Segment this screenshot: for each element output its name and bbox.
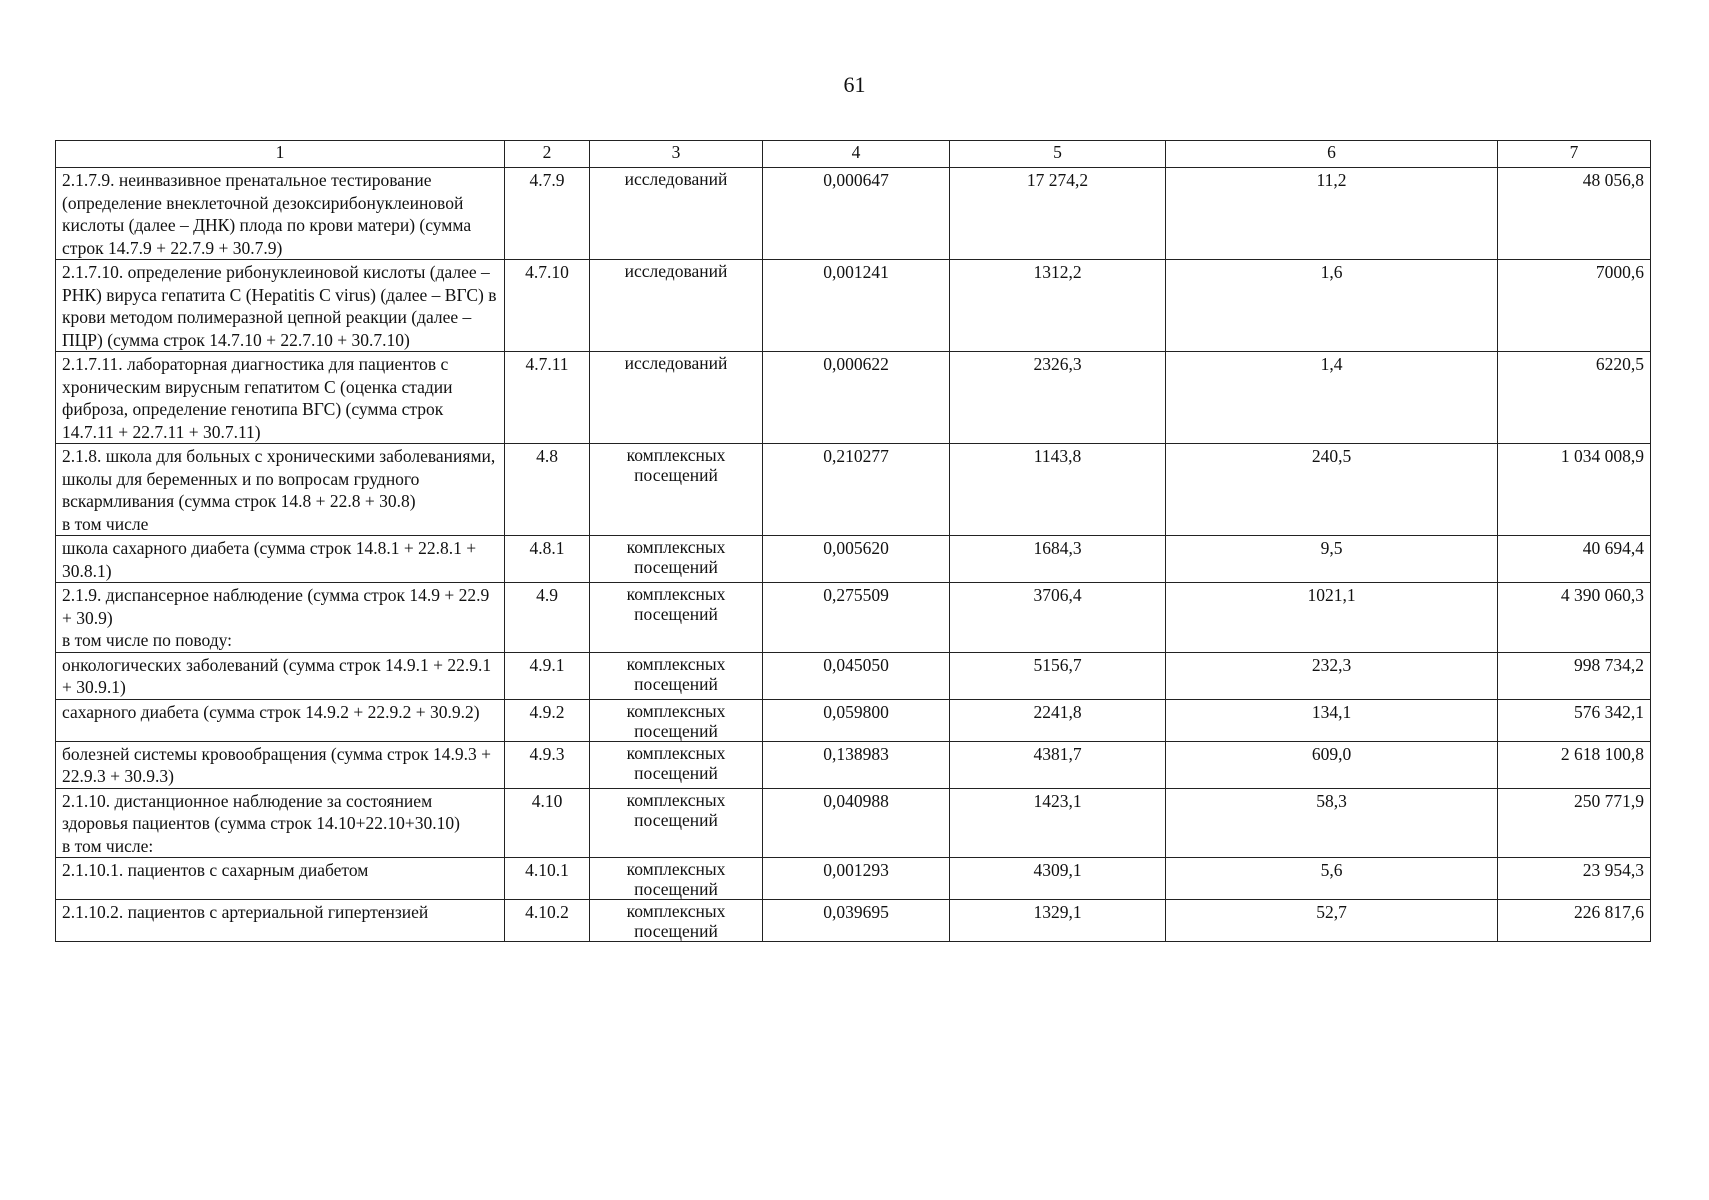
row-number-text: 4.9	[536, 585, 558, 605]
unit	[590, 260, 763, 352]
row-number-text: 4.8	[536, 446, 558, 466]
row-number-text: 4.7.10	[525, 262, 569, 282]
cost-norm	[950, 788, 1166, 858]
per-capita-norm-text: 232,3	[1311, 654, 1352, 675]
unit-text: комплексных посещений	[626, 537, 726, 577]
total-cost	[1498, 583, 1651, 653]
total-cost	[1498, 699, 1651, 741]
total-cost-text: 2 618 100,8	[1560, 743, 1644, 764]
unit-text: исследований	[624, 353, 728, 373]
row-number	[505, 652, 590, 699]
per-capita-norm-text: 58,3	[1316, 790, 1347, 811]
unit-text: комплексных посещений	[626, 700, 726, 741]
cost-norm-text: 17 274,2	[1026, 170, 1089, 190]
row-subheading: в том числе:	[62, 835, 154, 856]
total-cost	[1498, 352, 1651, 444]
table-row	[56, 858, 1651, 900]
row-description-text: школа сахарного диабета (сумма строк 14.8.1 + 22.8.1 + 30.8.1)	[62, 538, 477, 581]
row-description-text: 2.1.8. школа для больных с хроническими заболеваниями, школы для беременных и по вопросам грудного вскармливания (сумма строк 14.8 + 22.8 + 30.8)	[62, 446, 496, 511]
per-capita-norm	[1166, 536, 1498, 583]
volume-norm	[763, 741, 950, 788]
row-number-text: 4.7.9	[529, 170, 565, 190]
row-description-text: онкологических заболеваний (сумма строк 14.9.1 + 22.9.1 + 30.9.1)	[62, 654, 492, 697]
column-number: 4	[763, 141, 950, 168]
volume-norm	[763, 699, 950, 741]
per-capita-norm	[1166, 788, 1498, 858]
volume-norm-text: 0,000647	[823, 170, 889, 190]
row-description-text: 2.1.10. дистанционное наблюдение за состоянием здоровья пациентов (сумма строк 14.10+22.10+30.10)	[62, 790, 460, 833]
per-capita-norm-text: 9,5	[1320, 538, 1343, 558]
data-table	[55, 140, 1651, 942]
per-capita-norm-text: 11,2	[1316, 170, 1347, 190]
row-description	[56, 788, 505, 858]
unit-text: исследований	[624, 169, 728, 189]
table-row	[56, 652, 1651, 699]
table-row	[56, 741, 1651, 788]
row-number-text: 4.10	[531, 790, 563, 811]
row-number-text: 4.9.1	[529, 654, 565, 675]
row-number-text: 4.9.2	[529, 701, 565, 722]
cost-norm-text: 1423,1	[1033, 790, 1082, 811]
unit	[590, 652, 763, 699]
cost-norm	[950, 260, 1166, 352]
volume-norm-text: 0,045050	[823, 654, 889, 675]
row-description	[56, 652, 505, 699]
total-cost-text: 1 034 008,9	[1560, 446, 1644, 466]
row-number	[505, 168, 590, 260]
row-description	[56, 741, 505, 788]
total-cost-text: 6220,5	[1595, 354, 1644, 374]
unit-text: исследований	[624, 261, 728, 281]
row-description	[56, 900, 505, 942]
cost-norm	[950, 741, 1166, 788]
row-description	[56, 444, 505, 536]
row-description-text: сахарного диабета (сумма строк 14.9.2 + 22.9.2 + 30.9.2)	[62, 701, 480, 722]
volume-norm	[763, 168, 950, 260]
cost-norm-text: 5156,7	[1033, 654, 1082, 675]
total-cost-text: 998 734,2	[1574, 654, 1644, 675]
row-subheading: в том числе по поводу:	[62, 630, 233, 650]
per-capita-norm	[1166, 260, 1498, 352]
volume-norm	[763, 444, 950, 536]
table-row	[56, 536, 1651, 583]
cost-norm	[950, 583, 1166, 653]
volume-norm-text: 0,001241	[823, 262, 889, 282]
per-capita-norm-text: 1,4	[1320, 354, 1343, 374]
row-description	[56, 536, 505, 583]
cost-norm-text: 1329,1	[1033, 902, 1082, 922]
table-row	[56, 352, 1651, 444]
total-cost	[1498, 536, 1651, 583]
total-cost	[1498, 741, 1651, 788]
table-body	[56, 168, 1651, 942]
volume-norm	[763, 900, 950, 942]
cost-norm-text: 3706,4	[1033, 585, 1082, 605]
volume-norm-text: 0,059800	[823, 701, 889, 722]
per-capita-norm	[1166, 652, 1498, 699]
row-number-text: 4.9.3	[529, 743, 565, 764]
total-cost	[1498, 168, 1651, 260]
cost-norm	[950, 444, 1166, 536]
column-number: 2	[505, 141, 590, 168]
row-number	[505, 900, 590, 942]
per-capita-norm-text: 609,0	[1311, 743, 1352, 764]
cost-norm	[950, 900, 1166, 942]
row-description	[56, 260, 505, 352]
unit	[590, 900, 763, 942]
volume-norm	[763, 788, 950, 858]
total-cost-text: 250 771,9	[1574, 790, 1644, 811]
volume-norm	[763, 260, 950, 352]
cost-norm	[950, 699, 1166, 741]
total-cost	[1498, 260, 1651, 352]
per-capita-norm	[1166, 444, 1498, 536]
column-number: 1	[56, 141, 505, 168]
column-number: 7	[1498, 141, 1651, 168]
total-cost	[1498, 900, 1651, 942]
cost-norm-text: 1684,3	[1033, 538, 1082, 558]
unit-text: комплексных посещений	[626, 653, 726, 694]
per-capita-norm-text: 52,7	[1316, 902, 1347, 922]
cost-norm-text: 2326,3	[1033, 354, 1082, 374]
row-description-text: 2.1.10.2. пациентов с артериальной гипертензией	[62, 902, 429, 922]
row-description-text: 2.1.7.11. лабораторная диагностика для пациентов с хроническим вирусным гепатитом С (оценка стадии фиброза, определение генотипа ВГС) (сумма строк 14.7.11 + 22.7.11 + 30.7.11)	[62, 354, 453, 442]
unit	[590, 699, 763, 741]
row-number	[505, 788, 590, 858]
column-number: 5	[950, 141, 1166, 168]
volume-norm-text: 0,275509	[823, 585, 889, 605]
unit	[590, 583, 763, 653]
row-description	[56, 583, 505, 653]
per-capita-norm	[1166, 352, 1498, 444]
row-number-text: 4.10.2	[525, 902, 569, 922]
row-description	[56, 352, 505, 444]
row-description-text: болезней системы кровообращения (сумма строк 14.9.3 + 22.9.3 + 30.9.3)	[62, 743, 491, 786]
unit-text: комплексных посещений	[626, 584, 726, 624]
unit	[590, 858, 763, 900]
volume-norm-text: 0,039695	[823, 902, 889, 922]
per-capita-norm-text: 1021,1	[1307, 585, 1356, 605]
unit	[590, 536, 763, 583]
row-description-text: 2.1.9. диспансерное наблюдение (сумма строк 14.9 + 22.9 + 30.9)	[62, 585, 490, 628]
unit	[590, 168, 763, 260]
cost-norm	[950, 858, 1166, 900]
per-capita-norm-text: 134,1	[1311, 701, 1352, 722]
per-capita-norm-text: 5,6	[1320, 860, 1343, 880]
per-capita-norm-text: 1,6	[1320, 262, 1343, 282]
volume-norm	[763, 352, 950, 444]
row-number	[505, 444, 590, 536]
table-row	[56, 900, 1651, 942]
table-row	[56, 583, 1651, 653]
row-number	[505, 583, 590, 653]
row-number	[505, 858, 590, 900]
unit	[590, 788, 763, 858]
unit-text: комплексных посещений	[626, 445, 726, 485]
unit	[590, 352, 763, 444]
table-row	[56, 444, 1651, 536]
per-capita-norm	[1166, 583, 1498, 653]
table-row	[56, 260, 1651, 352]
cost-norm	[950, 352, 1166, 444]
cost-norm	[950, 536, 1166, 583]
volume-norm	[763, 858, 950, 900]
cost-norm	[950, 168, 1166, 260]
column-number-row	[56, 141, 1651, 168]
cost-norm-text: 4309,1	[1033, 860, 1082, 880]
table-row	[56, 788, 1651, 858]
total-cost	[1498, 652, 1651, 699]
unit-text: комплексных посещений	[626, 742, 726, 783]
volume-norm-text: 0,040988	[823, 790, 889, 811]
column-number: 6	[1166, 141, 1498, 168]
volume-norm-text: 0,000622	[823, 354, 889, 374]
volume-norm-text: 0,210277	[823, 446, 889, 466]
volume-norm-text: 0,001293	[823, 860, 889, 880]
row-number	[505, 699, 590, 741]
volume-norm-text: 0,005620	[823, 538, 889, 558]
row-number-text: 4.7.11	[525, 354, 569, 374]
unit-text: комплексных посещений	[626, 901, 726, 941]
volume-norm	[763, 583, 950, 653]
table-row	[56, 168, 1651, 260]
row-subheading: в том числе	[62, 513, 149, 534]
total-cost-text: 226 817,6	[1574, 902, 1644, 922]
total-cost-text: 576 342,1	[1574, 701, 1644, 722]
volume-norm-text: 0,138983	[823, 743, 889, 764]
row-number	[505, 352, 590, 444]
per-capita-norm	[1166, 168, 1498, 260]
row-description-text: 2.1.10.1. пациентов с сахарным диабетом	[62, 860, 369, 880]
cost-norm	[950, 652, 1166, 699]
row-description	[56, 858, 505, 900]
cost-norm-text: 1312,2	[1033, 262, 1082, 282]
row-number-text: 4.8.1	[529, 538, 565, 558]
total-cost	[1498, 788, 1651, 858]
unit	[590, 444, 763, 536]
total-cost	[1498, 858, 1651, 900]
column-number: 3	[590, 141, 763, 168]
per-capita-norm	[1166, 699, 1498, 741]
unit-text: комплексных посещений	[626, 789, 726, 830]
row-description	[56, 699, 505, 741]
row-description-text: 2.1.7.9. неинвазивное пренатальное тестирование (определение внеклеточной дезоксирибонуклеиновой кислоты (далее – ДНК) плода по крови матери) (сумма строк 14.7.9 + 22.7.9 + 30.7.9)	[62, 170, 472, 258]
per-capita-norm-text: 240,5	[1311, 446, 1352, 466]
total-cost	[1498, 444, 1651, 536]
total-cost-text: 40 694,4	[1582, 538, 1644, 558]
table-row	[56, 699, 1651, 741]
page-number: 61	[843, 72, 866, 97]
row-number	[505, 260, 590, 352]
total-cost-text: 48 056,8	[1582, 170, 1644, 190]
cost-norm-text: 4381,7	[1033, 743, 1082, 764]
per-capita-norm	[1166, 858, 1498, 900]
per-capita-norm	[1166, 900, 1498, 942]
total-cost-text: 4 390 060,3	[1560, 585, 1644, 605]
unit-text: комплексных посещений	[626, 859, 726, 899]
row-number-text: 4.10.1	[525, 860, 569, 880]
cost-norm-text: 2241,8	[1033, 701, 1082, 722]
unit	[590, 741, 763, 788]
row-number	[505, 536, 590, 583]
cost-norm-text: 1143,8	[1033, 446, 1082, 466]
volume-norm	[763, 652, 950, 699]
row-description	[56, 168, 505, 260]
total-cost-text: 23 954,3	[1582, 860, 1644, 880]
row-number	[505, 741, 590, 788]
per-capita-norm	[1166, 741, 1498, 788]
volume-norm	[763, 536, 950, 583]
row-description-text: 2.1.7.10. определение рибонуклеиновой кислоты (далее – РНК) вируса гепатита С (Hepatitis C virus) (далее – ВГС) в крови методом полимеразной цепной реакции (далее – ПЦР) (сумма строк 14.7.10 + 22.7.10 + 30.7.10)	[62, 262, 497, 350]
total-cost-text: 7000,6	[1595, 262, 1644, 282]
